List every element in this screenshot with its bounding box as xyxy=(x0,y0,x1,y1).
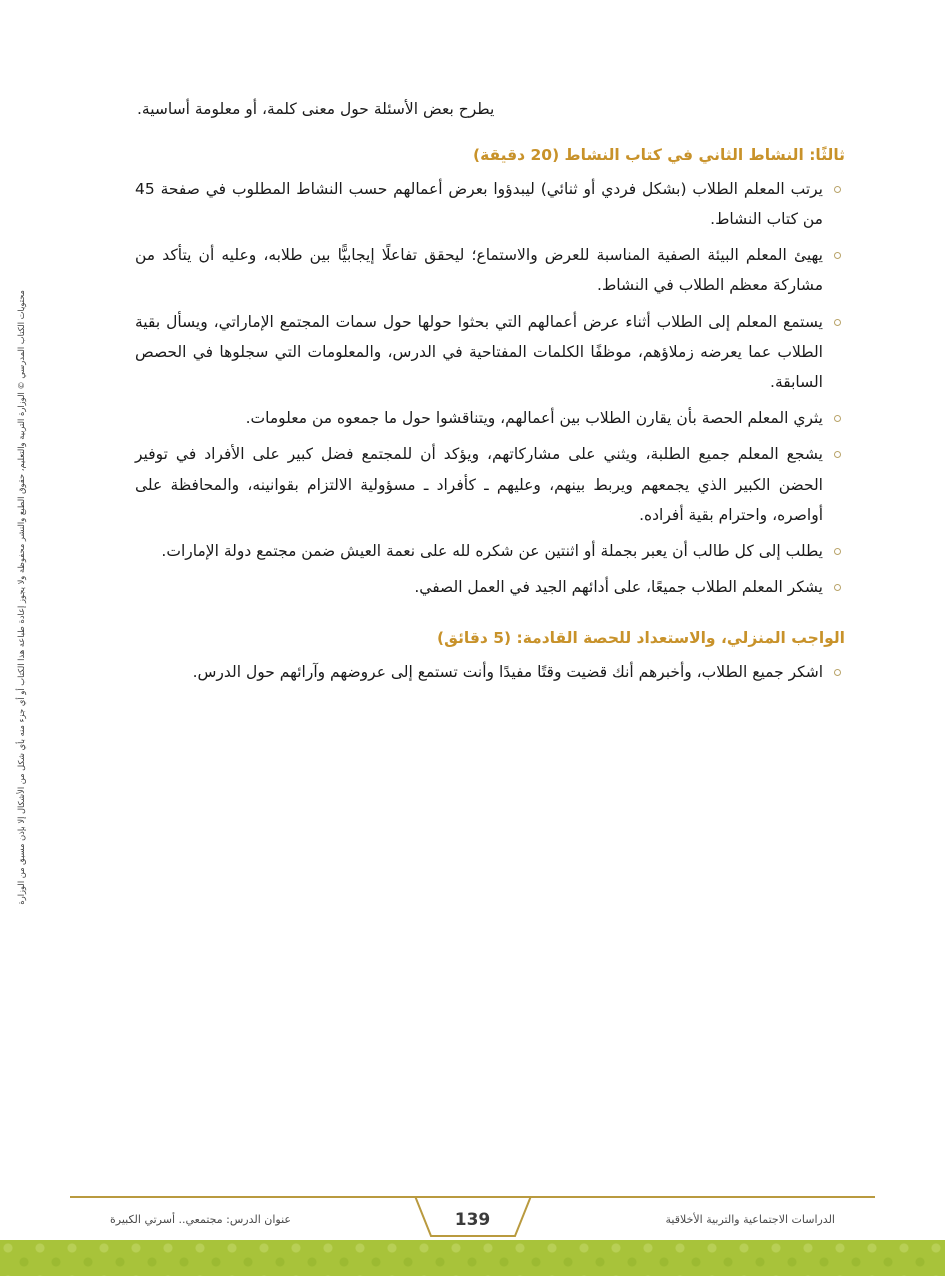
list-item: يشكر المعلم الطلاب جميعًا، على أدائهم الجيد في العمل الصفي. xyxy=(135,572,845,602)
bottom-decorative-band xyxy=(0,1240,945,1276)
footer-lesson-title: عنوان الدرس: مجتمعي.. أسرتي الكبيرة xyxy=(110,1213,291,1226)
list-item: اشكر جميع الطلاب، وأخبرهم أنك قضيت وقتًا مفيدًا وأنت تستمع إلى عروضهم وآرائهم حول الدرس. xyxy=(135,657,845,687)
copyright-side-note: محتويات الكتاب المدرسي © الوزارة التربية والتعليم، حقوق الطبع والنشر محفوظة ولا يجوز إعادة طباعة هذا الكتاب أو أي جزء منه بأي شكل من الأشكال إلا بإذن مسبق من الوزارة xyxy=(16,290,26,905)
activity-bullet-list xyxy=(135,174,845,603)
section-heading-homework: الواجب المنزلي، والاستعداد للحصة القادمة: (5 دقائق) xyxy=(437,628,845,647)
intro-paragraph: يطرح بعض الأسئلة حول معنى كلمة، أو معلومة أساسية. xyxy=(137,100,495,118)
list-item: يشجع المعلم جميع الطلبة، ويثني على مشاركاتهم، ويؤكد أن للمجتمع فضل كبير على الأفراد في توفير الحضن الكبير الذي يجمعهم ويربط بينهم، وعليهم ـ كأفراد ـ مسؤولية الالتزام بقوانينه، والمحافظة على أواصره، واحترام بقية أفراده. xyxy=(135,439,845,530)
footer-subject-title: الدراسات الاجتماعية والتربية الأخلاقية xyxy=(665,1213,835,1226)
page-content xyxy=(135,95,845,693)
page-footer xyxy=(0,1156,945,1276)
list-item: يهيئ المعلم البيئة الصفية المناسبة للعرض والاستماع؛ ليحقق تفاعلًا إيجابيًّا بين طلابه، وعليه أن يتأكد من مشاركة معظم الطلاب في النشاط. xyxy=(135,240,845,300)
list-item: يرتب المعلم الطلاب (بشكل فردي أو ثنائي) ليبدؤوا بعرض أعمالهم حسب النشاط المطلوب في صفحة 45 من كتاب النشاط. xyxy=(135,174,845,234)
list-item: يستمع المعلم إلى الطلاب أثناء عرض أعمالهم التي بحثوا حولها حول سمات المجتمع الإماراتي، ويسأل بقية الطلاب عما يعرضه زملاؤهم، موظفًا الكلمات المفتاحية في الدرس، والمعلومات التي سجلوها في الحصص السابقة. xyxy=(135,307,845,398)
section-heading-third-activity: ثالثًا: النشاط الثاني في كتاب النشاط (20 دقيقة) xyxy=(473,145,845,164)
band-pattern xyxy=(0,1240,945,1276)
homework-bullet-list xyxy=(135,657,845,687)
list-item: يطلب إلى كل طالب أن يعبر بجملة أو اثنتين عن شكره لله على نعمة العيش ضمن مجتمع دولة الإمارات. xyxy=(135,536,845,566)
list-item: يثري المعلم الحصة بأن يقارن الطلاب بين أعمالهم، ويتناقشوا حول ما جمعوه من معلومات. xyxy=(135,403,845,433)
page-number: 139 xyxy=(454,1210,491,1230)
side-note-container xyxy=(0,0,60,905)
